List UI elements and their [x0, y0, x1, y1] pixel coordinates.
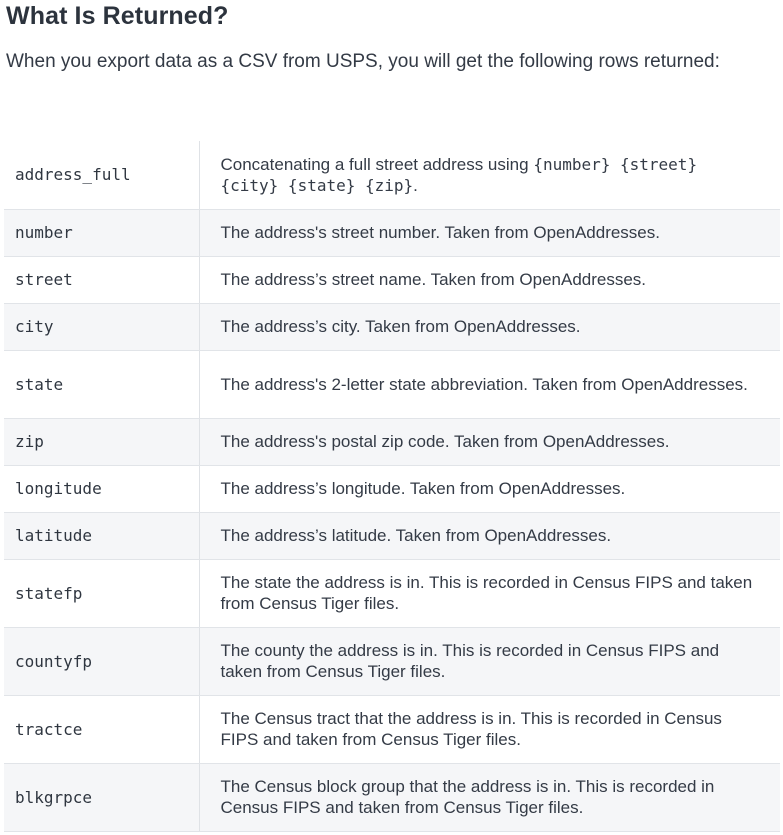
field-name: state: [4, 350, 199, 418]
intro-paragraph: When you export data as a CSV from USPS, you will get the following rows returned:: [6, 51, 720, 72]
field-name: number: [4, 209, 199, 256]
field-description: The Census tract that the address is in. This is recorded in Census FIPS and taken from Census Tiger files.: [199, 695, 780, 763]
table-row: [4, 627, 780, 695]
table-row: [4, 256, 780, 303]
field-description: The county the address is in. This is recorded in Census FIPS and taken from Census Tiger files.: [199, 627, 780, 695]
field-description: The address’s street name. Taken from OpenAddresses.: [199, 256, 780, 303]
field-description: [199, 141, 780, 209]
table-row: [4, 763, 780, 831]
table-row: [4, 695, 780, 763]
field-name: street: [4, 256, 199, 303]
table-row: [4, 209, 780, 256]
field-description: The address’s longitude. Taken from OpenAddresses.: [199, 465, 780, 512]
table-row: [4, 559, 780, 627]
field-name: countyfp: [4, 627, 199, 695]
field-name: blkgrpce: [4, 763, 199, 831]
field-description: The address's 2-letter state abbreviation. Taken from OpenAddresses.: [199, 350, 780, 418]
desc-text: .: [413, 175, 418, 195]
section-heading: What Is Returned?: [6, 2, 229, 30]
field-description: The address’s city. Taken from OpenAddresses.: [199, 303, 780, 350]
field-name: latitude: [4, 512, 199, 559]
field-name: tractce: [4, 695, 199, 763]
field-name: statefp: [4, 559, 199, 627]
table-row: [4, 465, 780, 512]
field-description: The address’s latitude. Taken from OpenAddresses.: [199, 512, 780, 559]
field-description: The Census block group that the address is in. This is recorded in Census FIPS and taken from Census Tiger files.: [199, 763, 780, 831]
table-row: [4, 350, 780, 418]
inline-code: {number} {street} {city} {state} {zip}: [220, 154, 698, 195]
fields-table: [4, 141, 780, 832]
table-row: [4, 303, 780, 350]
field-name: address_full: [4, 141, 199, 209]
table-row: [4, 512, 780, 559]
field-name: longitude: [4, 465, 199, 512]
table-row: [4, 418, 780, 465]
desc-text: Concatenating a full street address using: [220, 154, 534, 174]
field-description: The address's street number. Taken from OpenAddresses.: [199, 209, 780, 256]
table-row: [4, 141, 780, 209]
field-name: zip: [4, 418, 199, 465]
field-description: The state the address is in. This is recorded in Census FIPS and taken from Census Tiger files.: [199, 559, 780, 627]
field-name: city: [4, 303, 199, 350]
field-description: The address's postal zip code. Taken from OpenAddresses.: [199, 418, 780, 465]
